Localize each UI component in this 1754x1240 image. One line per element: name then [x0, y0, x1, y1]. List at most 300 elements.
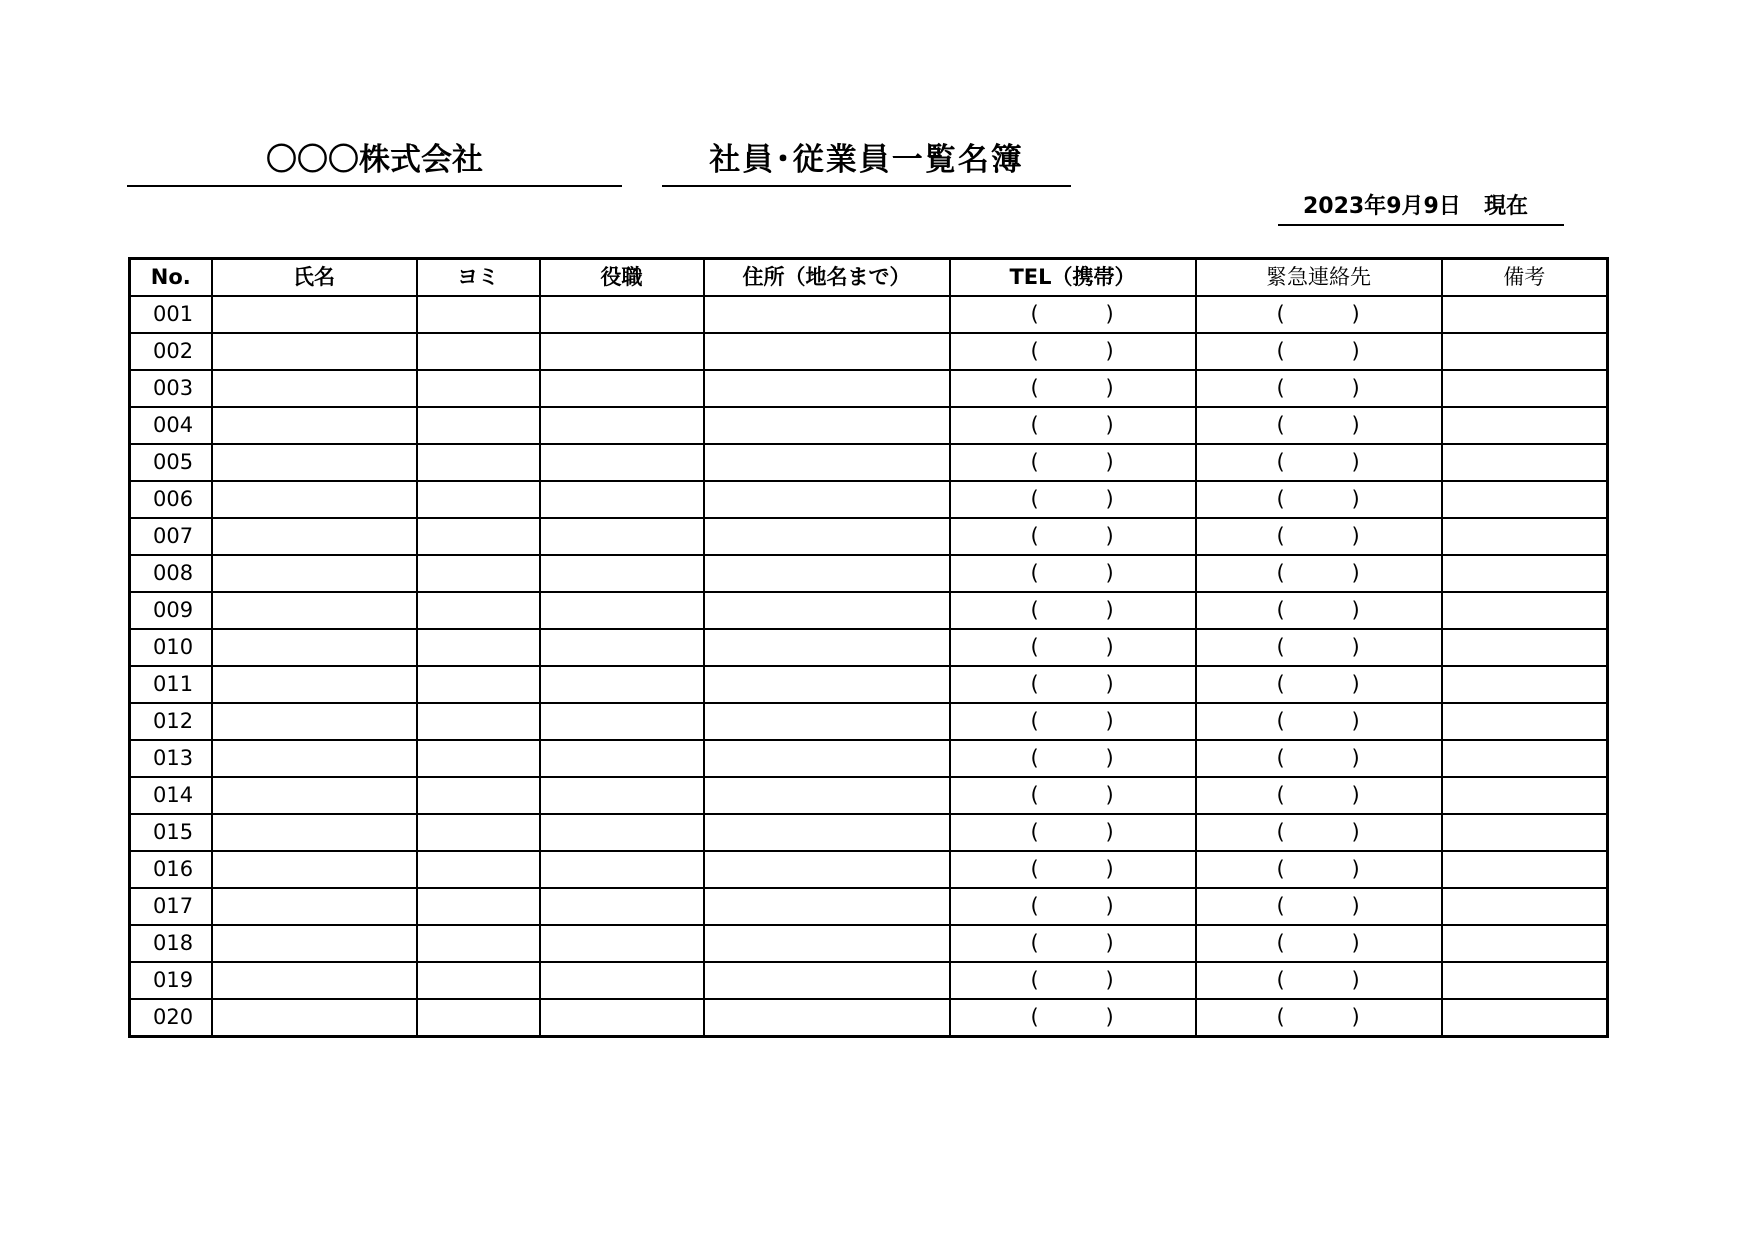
mobile-tel-cell[interactable] — [950, 555, 1196, 592]
remarks-cell[interactable] — [1442, 370, 1608, 407]
emergency-contact-cell[interactable] — [1196, 740, 1442, 777]
open-paren: ( — [1030, 783, 1039, 807]
address-cell[interactable] — [704, 851, 950, 888]
address-cell[interactable] — [704, 407, 950, 444]
position-cell[interactable] — [540, 407, 704, 444]
mobile-tel-cell[interactable] — [950, 481, 1196, 518]
close-paren: ) — [1105, 931, 1114, 955]
emergency-contact-cell[interactable] — [1196, 888, 1442, 925]
table-row — [130, 629, 1608, 666]
area-code-parentheses — [951, 963, 1195, 998]
open-paren: ( — [1030, 376, 1039, 400]
position-cell[interactable] — [540, 666, 704, 703]
reading-cell[interactable] — [417, 555, 540, 592]
reading-cell[interactable] — [417, 962, 540, 999]
area-code-parentheses — [1197, 556, 1441, 591]
close-paren: ) — [1105, 783, 1114, 807]
open-paren: ( — [1276, 857, 1285, 881]
emergency-contact-cell[interactable] — [1196, 407, 1442, 444]
name-cell[interactable] — [212, 555, 417, 592]
column-header-emergency-contact: 緊急連絡先 — [1196, 259, 1442, 297]
row-number-cell: 019 — [130, 962, 212, 999]
table-row — [130, 999, 1608, 1037]
open-paren: ( — [1276, 968, 1285, 992]
row-number-cell: 004 — [130, 407, 212, 444]
address-cell[interactable] — [704, 999, 950, 1037]
close-paren: ) — [1351, 931, 1360, 955]
mobile-tel-cell[interactable] — [950, 888, 1196, 925]
area-code-parentheses — [951, 704, 1195, 739]
open-paren: ( — [1030, 672, 1039, 696]
name-cell[interactable] — [212, 888, 417, 925]
open-paren: ( — [1276, 598, 1285, 622]
table-row — [130, 814, 1608, 851]
area-code-parentheses — [1197, 889, 1441, 924]
position-cell[interactable] — [540, 851, 704, 888]
area-code-parentheses — [951, 408, 1195, 443]
address-cell[interactable] — [704, 925, 950, 962]
open-paren: ( — [1030, 635, 1039, 659]
open-paren: ( — [1030, 339, 1039, 363]
name-cell[interactable] — [212, 333, 417, 370]
area-code-parentheses — [1197, 482, 1441, 517]
position-cell[interactable] — [540, 740, 704, 777]
name-cell[interactable] — [212, 777, 417, 814]
area-code-parentheses — [1197, 852, 1441, 887]
reading-cell[interactable] — [417, 925, 540, 962]
position-cell[interactable] — [540, 370, 704, 407]
close-paren: ) — [1105, 524, 1114, 548]
open-paren: ( — [1276, 709, 1285, 733]
row-number-cell: 016 — [130, 851, 212, 888]
open-paren: ( — [1030, 894, 1039, 918]
close-paren: ) — [1105, 561, 1114, 585]
close-paren: ) — [1105, 302, 1114, 326]
area-code-parentheses — [951, 889, 1195, 924]
position-cell[interactable] — [540, 999, 704, 1037]
close-paren: ) — [1105, 413, 1114, 437]
area-code-parentheses — [1197, 963, 1441, 998]
open-paren: ( — [1276, 783, 1285, 807]
address-cell[interactable] — [704, 740, 950, 777]
remarks-cell[interactable] — [1442, 740, 1608, 777]
close-paren: ) — [1105, 376, 1114, 400]
name-cell[interactable] — [212, 481, 417, 518]
position-cell[interactable] — [540, 555, 704, 592]
reading-cell[interactable] — [417, 629, 540, 666]
mobile-tel-cell[interactable] — [950, 296, 1196, 333]
row-number-cell: 015 — [130, 814, 212, 851]
close-paren: ) — [1351, 894, 1360, 918]
record-date: 2023年9月9日 — [1303, 194, 1461, 219]
row-number-cell: 017 — [130, 888, 212, 925]
close-paren: ) — [1105, 894, 1114, 918]
close-paren: ) — [1351, 857, 1360, 881]
name-cell[interactable] — [212, 518, 417, 555]
name-cell[interactable] — [212, 999, 417, 1037]
remarks-cell[interactable] — [1442, 407, 1608, 444]
position-cell[interactable] — [540, 925, 704, 962]
name-cell[interactable] — [212, 370, 417, 407]
address-cell[interactable] — [704, 814, 950, 851]
open-paren: ( — [1276, 487, 1285, 511]
close-paren: ) — [1351, 376, 1360, 400]
remarks-cell[interactable] — [1442, 296, 1608, 333]
open-paren: ( — [1276, 450, 1285, 474]
mobile-tel-cell[interactable] — [950, 333, 1196, 370]
area-code-parentheses — [1197, 371, 1441, 406]
mobile-tel-cell[interactable] — [950, 851, 1196, 888]
open-paren: ( — [1030, 524, 1039, 548]
row-number-cell: 006 — [130, 481, 212, 518]
name-cell[interactable] — [212, 666, 417, 703]
address-cell[interactable] — [704, 370, 950, 407]
remarks-cell[interactable] — [1442, 592, 1608, 629]
mobile-tel-cell[interactable] — [950, 518, 1196, 555]
open-paren: ( — [1276, 376, 1285, 400]
open-paren: ( — [1276, 746, 1285, 770]
area-code-parentheses — [1197, 741, 1441, 776]
emergency-contact-cell[interactable] — [1196, 555, 1442, 592]
close-paren: ) — [1351, 450, 1360, 474]
address-cell[interactable] — [704, 777, 950, 814]
area-code-parentheses — [951, 815, 1195, 850]
column-header-remarks: 備考 — [1442, 259, 1608, 297]
remarks-cell[interactable] — [1442, 814, 1608, 851]
row-number-cell: 003 — [130, 370, 212, 407]
address-cell[interactable] — [704, 296, 950, 333]
row-number-cell: 001 — [130, 296, 212, 333]
address-cell[interactable] — [704, 666, 950, 703]
position-cell[interactable] — [540, 814, 704, 851]
position-cell[interactable] — [540, 777, 704, 814]
address-cell[interactable] — [704, 629, 950, 666]
reading-cell[interactable] — [417, 296, 540, 333]
area-code-parentheses — [951, 630, 1195, 665]
table-row — [130, 888, 1608, 925]
close-paren: ) — [1351, 746, 1360, 770]
emergency-contact-cell[interactable] — [1196, 962, 1442, 999]
area-code-parentheses — [1197, 445, 1441, 480]
table-row — [130, 555, 1608, 592]
row-number-cell: 014 — [130, 777, 212, 814]
open-paren: ( — [1030, 709, 1039, 733]
open-paren: ( — [1030, 857, 1039, 881]
emergency-contact-cell[interactable] — [1196, 777, 1442, 814]
close-paren: ) — [1105, 709, 1114, 733]
close-paren: ) — [1351, 413, 1360, 437]
area-code-parentheses — [951, 852, 1195, 887]
reading-cell[interactable] — [417, 814, 540, 851]
close-paren: ) — [1105, 746, 1114, 770]
close-paren: ) — [1351, 302, 1360, 326]
name-cell[interactable] — [212, 629, 417, 666]
close-paren: ) — [1105, 487, 1114, 511]
table-row — [130, 777, 1608, 814]
address-cell[interactable] — [704, 444, 950, 481]
area-code-parentheses — [1197, 297, 1441, 332]
column-header-address: 住所（地名まで） — [704, 259, 950, 297]
emergency-contact-cell[interactable] — [1196, 851, 1442, 888]
close-paren: ) — [1351, 672, 1360, 696]
area-code-parentheses — [951, 556, 1195, 591]
name-cell[interactable] — [212, 592, 417, 629]
position-cell[interactable] — [540, 444, 704, 481]
table-row — [130, 851, 1608, 888]
close-paren: ) — [1105, 598, 1114, 622]
area-code-parentheses — [951, 1000, 1195, 1035]
mobile-tel-cell[interactable] — [950, 703, 1196, 740]
area-code-parentheses — [951, 371, 1195, 406]
emergency-contact-cell[interactable] — [1196, 999, 1442, 1037]
close-paren: ) — [1105, 635, 1114, 659]
mobile-tel-cell[interactable] — [950, 999, 1196, 1037]
close-paren: ) — [1105, 968, 1114, 992]
remarks-cell[interactable] — [1442, 962, 1608, 999]
open-paren: ( — [1276, 820, 1285, 844]
reading-cell[interactable] — [417, 666, 540, 703]
emergency-contact-cell[interactable] — [1196, 703, 1442, 740]
table-row — [130, 333, 1608, 370]
remarks-cell[interactable] — [1442, 703, 1608, 740]
remarks-cell[interactable] — [1442, 481, 1608, 518]
emergency-contact-cell[interactable] — [1196, 333, 1442, 370]
close-paren: ) — [1351, 561, 1360, 585]
position-cell[interactable] — [540, 629, 704, 666]
area-code-parentheses — [951, 482, 1195, 517]
table-row — [130, 518, 1608, 555]
close-paren: ) — [1105, 820, 1114, 844]
company-name: 〇〇〇株式会社 — [127, 135, 622, 187]
close-paren: ) — [1105, 1005, 1114, 1029]
address-cell[interactable] — [704, 555, 950, 592]
name-cell[interactable] — [212, 740, 417, 777]
emergency-contact-cell[interactable] — [1196, 481, 1442, 518]
emergency-contact-cell[interactable] — [1196, 629, 1442, 666]
row-number-cell: 010 — [130, 629, 212, 666]
table-row — [130, 370, 1608, 407]
emergency-contact-cell[interactable] — [1196, 444, 1442, 481]
remarks-cell[interactable] — [1442, 629, 1608, 666]
open-paren: ( — [1030, 820, 1039, 844]
open-paren: ( — [1030, 598, 1039, 622]
reading-cell[interactable] — [417, 888, 540, 925]
area-code-parentheses — [951, 926, 1195, 961]
column-header-position: 役職 — [540, 259, 704, 297]
reading-cell[interactable] — [417, 703, 540, 740]
row-number-cell: 011 — [130, 666, 212, 703]
emergency-contact-cell[interactable] — [1196, 592, 1442, 629]
table-row — [130, 407, 1608, 444]
emergency-contact-cell[interactable] — [1196, 666, 1442, 703]
close-paren: ) — [1351, 783, 1360, 807]
address-cell[interactable] — [704, 518, 950, 555]
remarks-cell[interactable] — [1442, 851, 1608, 888]
remarks-cell[interactable] — [1442, 555, 1608, 592]
address-cell[interactable] — [704, 592, 950, 629]
area-code-parentheses — [1197, 778, 1441, 813]
name-cell[interactable] — [212, 444, 417, 481]
mobile-tel-cell[interactable] — [950, 814, 1196, 851]
document-title: 社員･従業員一覧名簿 — [662, 135, 1071, 187]
close-paren: ) — [1351, 968, 1360, 992]
name-cell[interactable] — [212, 296, 417, 333]
table-row — [130, 481, 1608, 518]
close-paren: ) — [1351, 820, 1360, 844]
reading-cell[interactable] — [417, 740, 540, 777]
position-cell[interactable] — [540, 592, 704, 629]
address-cell[interactable] — [704, 333, 950, 370]
position-cell[interactable] — [540, 296, 704, 333]
close-paren: ) — [1351, 524, 1360, 548]
close-paren: ) — [1105, 339, 1114, 363]
remarks-cell[interactable] — [1442, 518, 1608, 555]
name-cell[interactable] — [212, 925, 417, 962]
mobile-tel-cell[interactable] — [950, 592, 1196, 629]
position-cell[interactable] — [540, 481, 704, 518]
close-paren: ) — [1351, 487, 1360, 511]
row-number-cell: 012 — [130, 703, 212, 740]
emergency-contact-cell[interactable] — [1196, 925, 1442, 962]
emergency-contact-cell[interactable] — [1196, 518, 1442, 555]
mobile-tel-cell[interactable] — [950, 740, 1196, 777]
emergency-contact-cell[interactable] — [1196, 370, 1442, 407]
close-paren: ) — [1351, 709, 1360, 733]
remarks-cell[interactable] — [1442, 888, 1608, 925]
open-paren: ( — [1030, 413, 1039, 437]
reading-cell[interactable] — [417, 407, 540, 444]
row-number-cell: 008 — [130, 555, 212, 592]
mobile-tel-cell[interactable] — [950, 370, 1196, 407]
open-paren: ( — [1030, 746, 1039, 770]
employee-roster-table — [128, 257, 1609, 1038]
area-code-parentheses — [1197, 519, 1441, 554]
table-body — [130, 296, 1608, 1037]
reading-cell[interactable] — [417, 999, 540, 1037]
open-paren: ( — [1276, 339, 1285, 363]
row-number-cell: 009 — [130, 592, 212, 629]
column-header-mobile-tel: TEL（携帯） — [950, 259, 1196, 297]
reading-cell[interactable] — [417, 444, 540, 481]
remarks-cell[interactable] — [1442, 925, 1608, 962]
mobile-tel-cell[interactable] — [950, 407, 1196, 444]
row-number-cell: 018 — [130, 925, 212, 962]
mobile-tel-cell[interactable] — [950, 925, 1196, 962]
address-cell[interactable] — [704, 703, 950, 740]
mobile-tel-cell[interactable] — [950, 444, 1196, 481]
area-code-parentheses — [951, 519, 1195, 554]
table-row — [130, 962, 1608, 999]
open-paren: ( — [1030, 968, 1039, 992]
position-cell[interactable] — [540, 962, 704, 999]
reading-cell[interactable] — [417, 777, 540, 814]
table-row — [130, 296, 1608, 333]
mobile-tel-cell[interactable] — [950, 777, 1196, 814]
area-code-parentheses — [1197, 667, 1441, 702]
position-cell[interactable] — [540, 333, 704, 370]
reading-cell[interactable] — [417, 592, 540, 629]
column-header-name: 氏名 — [212, 259, 417, 297]
close-paren: ) — [1351, 339, 1360, 363]
close-paren: ) — [1351, 1005, 1360, 1029]
area-code-parentheses — [951, 667, 1195, 702]
name-cell[interactable] — [212, 407, 417, 444]
area-code-parentheses — [1197, 334, 1441, 369]
emergency-contact-cell[interactable] — [1196, 814, 1442, 851]
reading-cell[interactable] — [417, 518, 540, 555]
position-cell[interactable] — [540, 888, 704, 925]
open-paren: ( — [1276, 524, 1285, 548]
open-paren: ( — [1030, 931, 1039, 955]
reading-cell[interactable] — [417, 333, 540, 370]
open-paren: ( — [1276, 413, 1285, 437]
open-paren: ( — [1030, 487, 1039, 511]
remarks-cell[interactable] — [1442, 999, 1608, 1037]
position-cell[interactable] — [540, 518, 704, 555]
area-code-parentheses — [951, 741, 1195, 776]
name-cell[interactable] — [212, 814, 417, 851]
name-cell[interactable] — [212, 851, 417, 888]
open-paren: ( — [1030, 1005, 1039, 1029]
table-row — [130, 740, 1608, 777]
table-row — [130, 592, 1608, 629]
open-paren: ( — [1276, 302, 1285, 326]
area-code-parentheses — [951, 445, 1195, 480]
open-paren: ( — [1276, 561, 1285, 585]
position-cell[interactable] — [540, 703, 704, 740]
open-paren: ( — [1030, 561, 1039, 585]
address-cell[interactable] — [704, 962, 950, 999]
table-row — [130, 703, 1608, 740]
mobile-tel-cell[interactable] — [950, 666, 1196, 703]
area-code-parentheses — [1197, 1000, 1441, 1035]
area-code-parentheses — [1197, 408, 1441, 443]
reading-cell[interactable] — [417, 370, 540, 407]
remarks-cell[interactable] — [1442, 777, 1608, 814]
as-of-label: 現在 — [1484, 194, 1529, 219]
row-number-cell: 005 — [130, 444, 212, 481]
column-header-reading: ヨミ — [417, 259, 540, 297]
remarks-cell[interactable] — [1442, 333, 1608, 370]
open-paren: ( — [1276, 894, 1285, 918]
mobile-tel-cell[interactable] — [950, 962, 1196, 999]
reading-cell[interactable] — [417, 481, 540, 518]
close-paren: ) — [1105, 857, 1114, 881]
remarks-cell[interactable] — [1442, 666, 1608, 703]
area-code-parentheses — [1197, 704, 1441, 739]
close-paren: ) — [1351, 598, 1360, 622]
name-cell[interactable] — [212, 703, 417, 740]
table-header-row — [130, 259, 1608, 297]
address-cell[interactable] — [704, 481, 950, 518]
remarks-cell[interactable] — [1442, 444, 1608, 481]
area-code-parentheses — [1197, 630, 1441, 665]
reading-cell[interactable] — [417, 851, 540, 888]
row-number-cell: 020 — [130, 999, 212, 1037]
table-row — [130, 666, 1608, 703]
emergency-contact-cell[interactable] — [1196, 296, 1442, 333]
address-cell[interactable] — [704, 888, 950, 925]
area-code-parentheses — [1197, 593, 1441, 628]
open-paren: ( — [1276, 1005, 1285, 1029]
area-code-parentheses — [951, 297, 1195, 332]
row-number-cell: 007 — [130, 518, 212, 555]
area-code-parentheses — [951, 778, 1195, 813]
mobile-tel-cell[interactable] — [950, 629, 1196, 666]
area-code-parentheses — [1197, 926, 1441, 961]
name-cell[interactable] — [212, 962, 417, 999]
open-paren: ( — [1276, 672, 1285, 696]
